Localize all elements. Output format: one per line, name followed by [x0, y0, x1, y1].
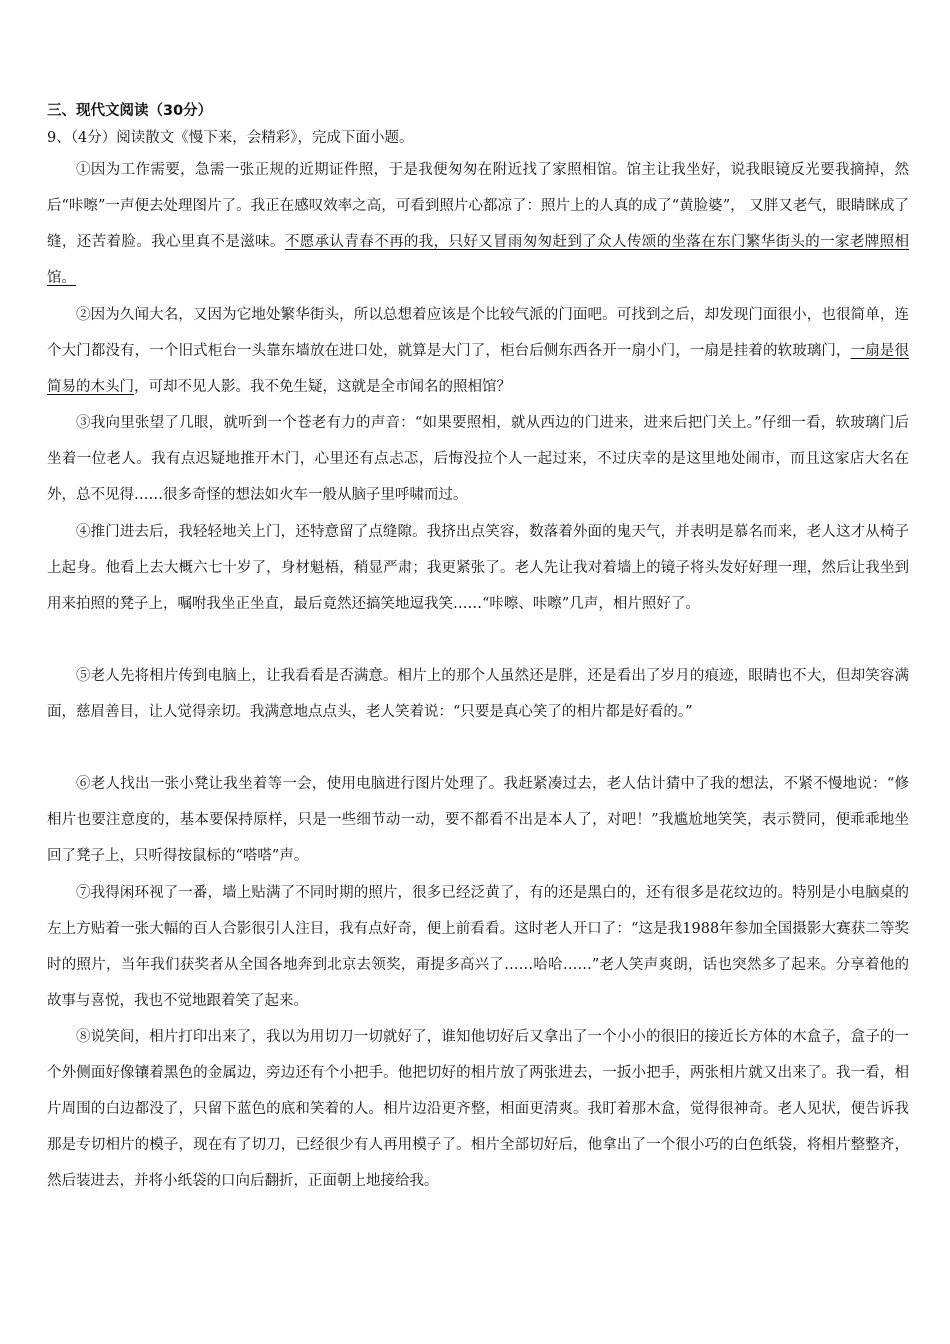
underlined-phrase-2: 一扇是很简易的木头门 — [47, 343, 910, 395]
paragraph-2 — [47, 297, 909, 405]
underlined-sentence-1: 不愿承认青春不再的我，只好又冒雨匆匆赶到了众人传颂的坐落在东门繁华街头的一家老牌照相馆。 — [47, 234, 910, 286]
paragraph-1 — [47, 152, 909, 296]
paragraph-1-text: ①因为工作需要，急需一张正规的近期证件照，于是我便匆匆在附近找了家照相馆。馆主让我坐好，说我眼镜反光要我摘掉，然后“咔嚓”一声便去处理图片了。我正在感叹效率之高，可看到照片心都凉了：照片上的人真的成了“黄脸婆”， 又胖又老气，眼睛眯成了缝，还苦着脸。我心里真不是滋味。 — [47, 162, 909, 250]
paragraph-8: ⑧说笑间，相片打印出来了，我以为用切刀一切就好了，谁知他切好后又拿出了一个小小的很旧的接近长方体的木盒子，盒子的一个外侧面好像镶着黑色的金属边，旁边还有个小把手。他把切好的相片放了两张进去，一扳小把手，两张相片就又出来了。我一看，相片周围的白边都没了，只留下蓝色的底和笑着的人。相片边沿更齐整，相面更清爽。我盯着那木盒，觉得很神奇。老人见状，便告诉我那是专切相片的模子，现在有了切刀，已经很少有人再用模子了。相片全部切好后，他拿出了一个很小巧的白色纸袋，将相片整整齐，然后装进去，并将小纸袋的口向后翻折，正面朝上地接给我。 — [47, 1029, 909, 1189]
paragraph-5: ⑤老人先将相片传到电脑上，让我看看是否满意。相片上的那个人虽然还是胖，还是看出了岁月的痕迹，眼睛也不大，但却笑容满面，慈眉善目，让人觉得亲切。我满意地点点头，老人笑着说：“只要是真心笑了的相片都是好看的。” — [47, 668, 909, 720]
question-prompt: 9、（4分）阅读散文《慢下来，会精彩》，完成下面小题。 — [47, 130, 414, 146]
paragraph-2-text-before: ②因为久闻大名，又因为它地处繁华街头，所以总想着应该是个比较气派的门面吧。可找到之后，却发现门面很小，也很简单，连个大门都没有，一个旧式柜台一头靠东墙放在进口处，就算是大门了，柜台后侧东西各开一扇小门，一扇是挂着的软玻璃门， — [47, 307, 909, 359]
paragraph-7: ⑦我得闲环视了一番，墙上贴满了不同时期的照片，很多已经泛黄了，有的还是黑白的，还有很多是花纹边的。特别是小电脑桌的左上方贴着一张大幅的百人合影很引人注目，我有点好奇，便上前看看。这时老人开口了：“这是我1988年参加全国摄影大赛获二等奖时的照片，当年我们获奖者从全国各地奔到北京去领奖，甭提多高兴了……哈哈……”老人笑声爽朗，话也突然多了起来。分享着他的故事与喜悦，我也不觉地跟着笑了起来。 — [47, 885, 909, 1009]
paragraph-6: ⑥老人找出一张小凳让我坐着等一会，使用电脑进行图片处理了。我赶紧凑过去，老人估计猜中了我的想法，不紧不慢地说：“修相片也要注意度的，基本要保持原样，只是一些细节动一动，要不都看不出是本人了，对吧！”我尴尬地笑笑，表示赞同，便乖乖地坐回了凳子上，只听得按鼠标的“嗒嗒”声。 — [47, 776, 909, 864]
paragraph-2-text-after: ，可却不见人影。我不免生疑，这就是全市闻名的照相馆？ — [134, 379, 511, 395]
paragraph-4: ④推门进去后，我轻轻地关上门，还特意留了点缝隙。我挤出点笑容，数落着外面的鬼天气，并表明是慕名而来，老人这才从椅子上起身。他看上去大概六七十岁了，身材魁梧，稍显严肃；我更紧张了。老人先让我对着墙上的镜子将头发好好理一理，然后让我坐到用来拍照的凳子上，嘱咐我坐正坐直，最后竟然还搞笑地逗我笑……“咔嚓、咔嚓”几声，相片照好了。 — [47, 524, 909, 612]
section-title: 三、现代文阅读（30分） — [47, 103, 213, 119]
paragraph-3: ③我向里张望了几眼，就听到一个苍老有力的声音：“如果要照相，就从西边的门进来，进来后把门关上。”仔细一看，软玻璃门后坐着一位老人。我有点迟疑地推开木门，心里还有点忐忑，后悔没拉个人一起过来，不过庆幸的是这里地处闹市，而且这家店大名在外，总不见得……很多奇怪的想法如火车一般从脑子里呼啸而过。 — [47, 415, 909, 503]
